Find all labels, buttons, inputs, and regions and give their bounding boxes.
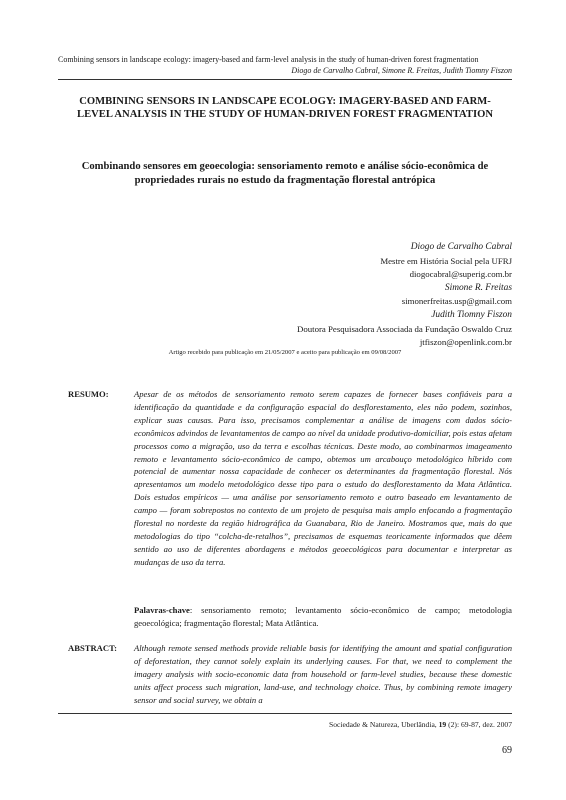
running-header <box>58 54 512 76</box>
footer-rule <box>58 713 512 714</box>
resumo-text: Apesar de os métodos de sensoriamento remoto serem capazes de fornecer bases confiáveis para a identificação da quantidade e da configuração espacial do desflorestamento, eles não podem, sozinhos, explicar suas causas. Para isso, precisamos complementar a análise de imagens com dados sócio-econômicos advindos de levantamentos de campo ao nível da unidade produtivo-domiciliar, pois estas afetam processos como a migração, uso da terra e escolhas técnicas. Deste modo, ao combinarmos imageamento remoto e levantamento sócio-econômico de campo, obtemos um arcabouço metodológico híbrido com potencial de aumentar nossa capacidade de conhecer os determinantes da fragmentação florestal. Nós apresentamos um modelo metodológico desse tipo para o estudo do desflorestamento da Mata Atlântica. Dois estudos empíricos — uma análise por sensoriamento remoto e outro baseado em levantamento de campo — foram sobrepostos no contexto de um projeto de pesquisa mais amplo enfocando a fragmentação florestal no nordeste da região hidrográfica da Guanabara, Rio de Janeiro. Mostramos que, mais do que metodologias do tipo “colcha-de-retalhos”, precisamos de esquemas teoricamente informados que dêem sentido ao uso de diferentes abordagens e métodos geoecológicos para documentar e interpretar as mudanças de uso da terra. <box>134 389 512 567</box>
abstract-text: Although remote sensed methods provide reliable basis for identifying the amount and spatial configuration of deforestation, they cannot solely explain its underlying causes. For that, we need to complement the imagery analysis with socio-economic data from household or farm-level studies, because these domestic units affect process such migration, land-use, and technology choice. Thus, by combining remote imagery sensor and social survey, we obtain a <box>134 643 512 705</box>
article-title-english: COMBINING SENSORS IN LANDSCAPE ECOLOGY: IMAGERY-BASED AND FARM-LEVEL ANALYSIS IN THE STUDY OF HUMAN-DRIVEN FOREST FRAGMENTATION <box>77 96 493 120</box>
article-title-portuguese: Combinando sensores em geoecologia: sensoriamento remoto e análise sócio-econômica de propriedades rurais no estudo da fragmentação florestal antrópica <box>81 161 489 186</box>
journal-name: Sociedade & Natureza, Uberlândia, <box>328 720 439 729</box>
abstract-label: ABSTRACT: <box>68 643 118 653</box>
received-note: Artigo recebido para publicação em 21/05/2007 e aceito para publicação em 09/08/2007 <box>168 349 402 356</box>
running-header-title: Combining sensors in landscape ecology: imagery-based and farm-level analysis in the study of human-driven forest fragmentation <box>58 55 479 64</box>
header-rule <box>58 79 512 80</box>
keywords-label: Palavras-chave <box>134 605 190 615</box>
author-affiliation: Mestre em História Social pela UFRJ <box>380 255 512 266</box>
author-email: diogocabral@superig.com.br <box>409 269 512 280</box>
page-number: 69 <box>502 745 512 756</box>
resumo-label: RESUMO: <box>68 389 109 399</box>
author-email: simonerfreitas.usp@gmail.com <box>401 296 512 307</box>
author-name: Judith Tiomny Fiszon <box>431 309 512 320</box>
keywords-paragraph <box>134 604 512 630</box>
author-name: Simone R. Freitas <box>444 282 512 293</box>
author-block <box>212 241 512 350</box>
running-header-authors: Diogo de Carvalho Cabral, Simone R. Freitas, Judith Tiomny Fiszon <box>291 66 512 75</box>
journal-volume: 19 <box>438 720 447 729</box>
keywords-text: : sensoriamento remoto; levantamento sócio-econômico de campo; metodologia geoecológica; fragmentação florestal; Mata Atlântica. <box>134 605 512 628</box>
author-affiliation: Doutora Pesquisadora Associada da Fundação Oswaldo Cruz <box>297 323 512 334</box>
author-email: jtfiszon@openlink.com.br <box>419 337 512 348</box>
journal-footer <box>329 720 512 730</box>
author-name: Diogo de Carvalho Cabral <box>410 242 512 252</box>
journal-issue: (2): 69-87, dez. 2007 <box>446 720 512 729</box>
